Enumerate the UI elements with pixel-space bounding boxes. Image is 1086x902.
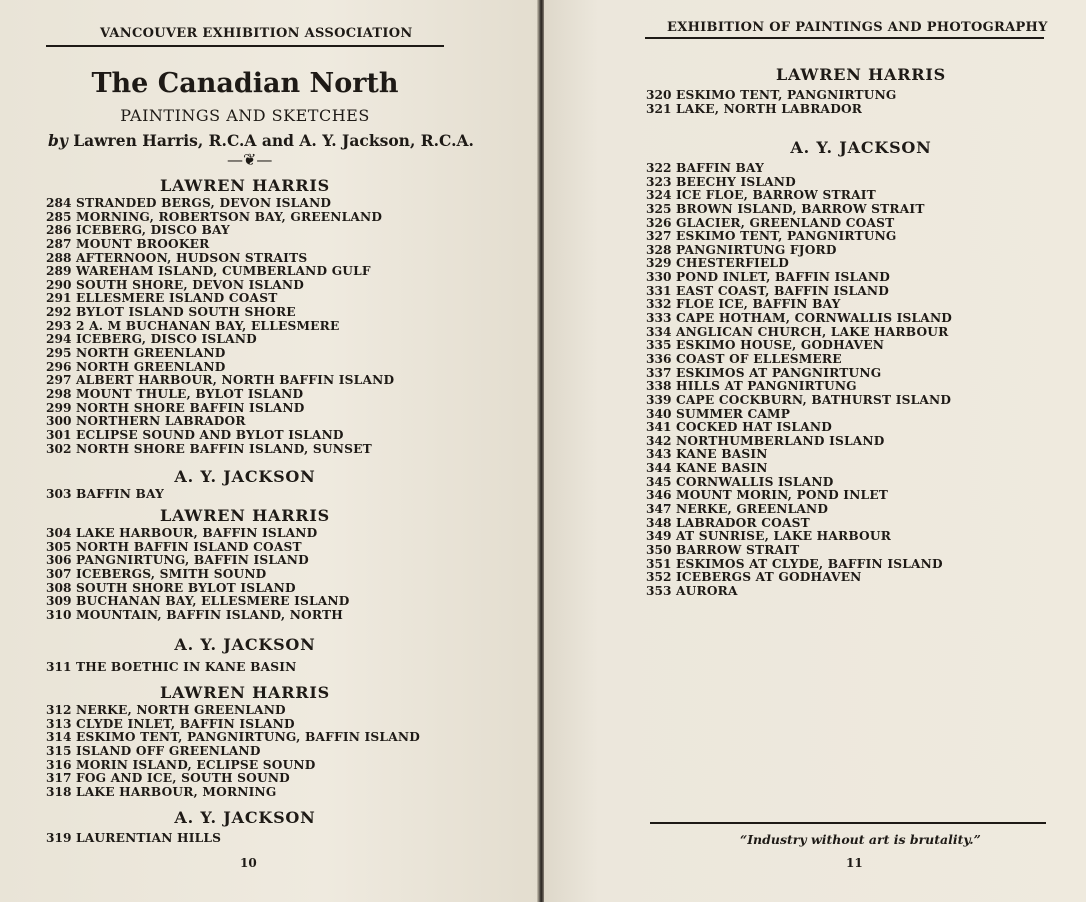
entry-number: 324 — [646, 188, 672, 203]
entry-number: 315 — [46, 743, 72, 758]
entry-number: 347 — [646, 502, 672, 517]
section-harris-1 — [46, 175, 444, 456]
entry-number: 352 — [646, 570, 672, 585]
byline — [48, 131, 474, 150]
catalogue-entry — [46, 292, 444, 306]
entry-number: 333 — [646, 311, 672, 326]
catalogue-entry — [646, 394, 1046, 408]
ornament-divider: —❦— — [227, 150, 273, 169]
footer-rule — [650, 822, 1046, 824]
entry-number: 341 — [646, 420, 672, 435]
entry-title: MOUNT THULE, BYLOT ISLAND — [76, 386, 304, 401]
entry-title: POND INLET, BAFFIN ISLAND — [676, 270, 891, 285]
entry-title: KANE BASIN — [676, 447, 768, 462]
entry-title: NERKE, GREENLAND — [676, 502, 829, 517]
entry-title: ESKIMOS AT CLYDE, BAFFIN ISLAND — [676, 556, 943, 571]
entry-title: 2 A. M BUCHANAN BAY, ELLESMERE — [76, 318, 340, 333]
catalogue-entry — [46, 320, 444, 334]
entry-number: 294 — [46, 332, 72, 347]
entry-title: NORTHUMBERLAND ISLAND — [676, 433, 885, 448]
entry-title: LAURENTIAN HILLS — [76, 831, 222, 845]
entry-number: 307 — [46, 566, 72, 581]
catalogue-entry — [646, 408, 1046, 422]
entry-number: 304 — [46, 526, 72, 540]
entry-number: 349 — [646, 529, 672, 544]
entry-title: MOUNTAIN, BAFFIN ISLAND, NORTH — [76, 607, 343, 622]
section-artist: LAWREN HARRIS — [159, 176, 331, 195]
entry-number: 328 — [646, 242, 672, 257]
catalogue-entry — [46, 361, 444, 375]
entry-number: 310 — [46, 607, 72, 622]
entry-number: 311 — [46, 660, 72, 674]
catalogue-entry — [646, 203, 1046, 217]
entry-number: 326 — [646, 215, 672, 230]
entry-list — [646, 89, 1046, 116]
entry-number: 336 — [646, 351, 672, 366]
entry-number: 292 — [46, 305, 72, 320]
entry-number: 340 — [646, 406, 672, 421]
entry-title: NORTH SHORE BAFFIN ISLAND — [76, 400, 305, 415]
entry-number: 353 — [646, 583, 672, 598]
entry-number: 337 — [646, 365, 672, 380]
entry-list — [46, 527, 444, 622]
catalogue-entry — [46, 595, 444, 609]
catalogue-entry — [46, 306, 444, 320]
entry-title: COAST OF ELLESMERE — [676, 351, 842, 366]
catalogue-entry — [646, 585, 1046, 599]
entry-number: 327 — [646, 229, 672, 244]
catalogue-entry — [646, 257, 1046, 271]
page-number: 11 — [846, 856, 863, 870]
entry-title: MOUNT MORIN, POND INLET — [676, 488, 889, 503]
entry-number: 323 — [646, 174, 672, 189]
catalogue-entry — [646, 435, 1046, 449]
entry-title: ICE FLOE, BARROW STRAIT — [676, 188, 876, 203]
catalogue-entry — [646, 217, 1046, 231]
entry-title: PANGNIRTUNG, BAFFIN ISLAND — [76, 553, 309, 568]
catalogue-entry — [646, 326, 1046, 340]
section-artist: A. Y. JACKSON — [790, 138, 932, 157]
entry-title: EAST COAST, BAFFIN ISLAND — [676, 283, 890, 298]
catalogue-entry — [46, 554, 444, 568]
catalogue-entry — [46, 197, 444, 211]
entry-title: ICEBERGS, SMITH SOUND — [76, 566, 267, 581]
entry-number: 322 — [646, 161, 672, 175]
entry-title: WAREHAM ISLAND, CUMBERLAND GULF — [76, 264, 371, 279]
entry-title: AFTERNOON, HUDSON STRAITS — [76, 250, 308, 265]
entry-title: BROWN ISLAND, BARROW STRAIT — [676, 201, 925, 216]
entry-number: 293 — [46, 318, 72, 333]
entry-title: SOUTH SHORE BYLOT ISLAND — [76, 580, 296, 595]
catalogue-entry — [646, 380, 1046, 394]
section-jackson-2 — [46, 634, 444, 675]
entry-number: 321 — [646, 101, 672, 116]
catalogue-entry — [646, 517, 1046, 531]
entry-title: ESKIMO TENT, PANGNIRTUNG — [676, 88, 897, 102]
catalogue-entry — [46, 443, 444, 457]
catalogue-entry — [46, 224, 444, 238]
entry-number: 332 — [646, 297, 672, 312]
entry-title: LAKE HARBOUR, MORNING — [76, 784, 277, 799]
byline-names: Lawren Harris, R.C.A and A. Y. Jackson, R.C.A. — [73, 131, 474, 150]
entry-title: FLOE ICE, BAFFIN BAY — [676, 297, 841, 312]
entry-number: 291 — [46, 291, 72, 306]
entry-title: NORTHERN LABRADOR — [76, 414, 246, 429]
entry-title: COCKED HAT ISLAND — [676, 420, 832, 435]
entry-number: 348 — [646, 515, 672, 530]
entry-title: NORTH SHORE BAFFIN ISLAND, SUNSET — [76, 441, 372, 456]
catalogue-entry — [646, 571, 1046, 585]
entry-title: SOUTH SHORE, DEVON ISLAND — [76, 277, 305, 292]
section-jackson-1 — [46, 466, 444, 502]
entry-title: ECLIPSE SOUND AND BYLOT ISLAND — [76, 427, 344, 442]
catalogue-entry — [46, 238, 444, 252]
catalogue-entry — [46, 772, 444, 786]
left-page — [0, 0, 540, 902]
entry-number: 314 — [46, 730, 72, 745]
entry-title: ESKIMO TENT, PANGNIRTUNG — [676, 229, 897, 244]
page-subtitle: PAINTINGS AND SKETCHES — [120, 106, 370, 125]
entry-title: STRANDED BERGS, DEVON ISLAND — [76, 196, 332, 210]
catalogue-entry — [646, 462, 1046, 476]
entry-title: FOG AND ICE, SOUTH SOUND — [76, 771, 290, 786]
section-harris-2 — [46, 505, 444, 622]
entry-title: BUCHANAN BAY, ELLESMERE ISLAND — [76, 594, 350, 609]
entry-number: 298 — [46, 386, 72, 401]
entry-number: 287 — [46, 236, 72, 251]
entry-title: ESKIMO TENT, PANGNIRTUNG, BAFFIN ISLAND — [76, 730, 420, 745]
entry-number: 300 — [46, 414, 72, 429]
catalogue-entry — [46, 759, 444, 773]
entry-number: 288 — [46, 250, 72, 265]
entry-title: AT SUNRISE, LAKE HARBOUR — [676, 529, 892, 544]
entry-title: CHESTERFIELD — [676, 256, 789, 271]
entry-number: 317 — [46, 771, 72, 786]
entry-number: 330 — [646, 270, 672, 285]
catalogue-entry — [646, 230, 1046, 244]
entry-number: 338 — [646, 379, 672, 394]
catalogue-entry — [46, 661, 444, 675]
catalogue-entry — [46, 786, 444, 800]
catalogue-entry — [46, 333, 444, 347]
entry-number: 301 — [46, 427, 72, 442]
entry-list — [46, 197, 444, 456]
right-running-head: EXHIBITION OF PAINTINGS AND PHOTOGRAPHY — [667, 20, 1048, 35]
entry-number: 344 — [646, 461, 672, 476]
entry-number: 343 — [646, 447, 672, 462]
entry-number: 350 — [646, 542, 672, 557]
catalogue-entry — [46, 347, 444, 361]
entry-number: 318 — [46, 784, 72, 799]
left-running-head: VANCOUVER EXHIBITION ASSOCIATION — [100, 26, 413, 41]
entry-title: CAPE COCKBURN, BATHURST ISLAND — [676, 392, 952, 407]
catalogue-entry — [46, 718, 444, 732]
section-harris-4 — [646, 64, 1046, 116]
catalogue-entry — [646, 298, 1046, 312]
entry-title: BYLOT ISLAND SOUTH SHORE — [76, 305, 296, 320]
catalogue-entry — [646, 176, 1046, 190]
entry-title: BAFFIN BAY — [676, 161, 764, 175]
entry-title: ANGLICAN CHURCH, LAKE HARBOUR — [676, 324, 949, 339]
catalogue-entry — [646, 189, 1046, 203]
catalogue-entry — [646, 162, 1046, 176]
entry-title: ALBERT HARBOUR, NORTH BAFFIN ISLAND — [76, 373, 395, 388]
catalogue-entry — [46, 704, 444, 718]
catalogue-entry — [646, 285, 1046, 299]
entry-title: MORIN ISLAND, ECLIPSE SOUND — [76, 757, 316, 772]
entry-number: 295 — [46, 346, 72, 361]
entry-title: NORTH GREENLAND — [76, 346, 226, 361]
entry-number: 306 — [46, 553, 72, 568]
entry-title: ESKIMO HOUSE, GODHAVEN — [676, 338, 885, 353]
entry-title: LAKE HARBOUR, BAFFIN ISLAND — [76, 526, 318, 540]
entry-title: HILLS AT PANGNIRTUNG — [676, 379, 857, 394]
entry-title: SUMMER CAMP — [676, 406, 791, 421]
entry-number: 296 — [46, 359, 72, 374]
catalogue-entry — [46, 211, 444, 225]
catalogue-entry — [646, 367, 1046, 381]
catalogue-entry — [646, 271, 1046, 285]
section-artist: LAWREN HARRIS — [159, 683, 331, 702]
entry-number: 309 — [46, 594, 72, 609]
section-artist: A. Y. JACKSON — [174, 808, 316, 827]
catalogue-entry — [646, 244, 1046, 258]
catalogue-entry — [646, 530, 1046, 544]
entry-number: 320 — [646, 88, 672, 102]
catalogue-entry — [46, 388, 444, 402]
right-header-rule — [645, 37, 1044, 39]
entry-title: LABRADOR COAST — [676, 515, 810, 530]
entry-number: 290 — [46, 277, 72, 292]
catalogue-entry — [46, 488, 444, 502]
entry-number: 342 — [646, 433, 672, 448]
catalogue-entry — [646, 476, 1046, 490]
section-artist: LAWREN HARRIS — [775, 65, 947, 84]
entry-title: BEECHY ISLAND — [676, 174, 796, 189]
section-artist: LAWREN HARRIS — [159, 506, 331, 525]
catalogue-entry — [646, 89, 1046, 103]
catalogue-entry — [46, 527, 444, 541]
entry-title: LAKE, NORTH LABRADOR — [676, 101, 863, 116]
catalogue-entry — [46, 745, 444, 759]
entry-title: GLACIER, GREENLAND COAST — [676, 215, 895, 230]
catalogue-entry — [646, 558, 1046, 572]
catalogue-entry — [46, 279, 444, 293]
entry-number: 334 — [646, 324, 672, 339]
catalogue-entry — [46, 415, 444, 429]
catalogue-entry — [46, 541, 444, 555]
entry-number: 302 — [46, 441, 72, 456]
catalogue-entry — [46, 374, 444, 388]
entry-title: NORTH BAFFIN ISLAND COAST — [76, 539, 302, 554]
catalogue-entry — [646, 312, 1046, 326]
entry-title: MOUNT BROOKER — [76, 236, 210, 251]
catalogue-entry — [646, 544, 1046, 558]
entry-number: 305 — [46, 539, 72, 554]
entry-title: ICEBERG, DISCO ISLAND — [76, 332, 257, 347]
entry-number: 285 — [46, 209, 72, 224]
entry-title: NORTH GREENLAND — [76, 359, 226, 374]
entry-title: ICEBERG, DISCO BAY — [76, 223, 230, 238]
entry-title: BARROW STRAIT — [676, 542, 800, 557]
entry-number: 335 — [646, 338, 672, 353]
entry-number: 303 — [46, 487, 72, 501]
catalogue-entry — [46, 609, 444, 623]
entry-number: 329 — [646, 256, 672, 271]
entry-title: KANE BASIN — [676, 461, 768, 476]
byline-by: by — [48, 131, 68, 150]
catalogue-entry — [646, 421, 1046, 435]
section-artist: A. Y. JACKSON — [174, 467, 316, 486]
entry-number: 308 — [46, 580, 72, 595]
catalogue-entry — [646, 489, 1046, 503]
entry-title: ISLAND OFF GREENLAND — [76, 743, 261, 758]
entry-list — [46, 704, 444, 799]
entry-number: 316 — [46, 757, 72, 772]
catalogue-entry — [46, 265, 444, 279]
entry-number: 284 — [46, 196, 72, 210]
entry-title: CORNWALLIS ISLAND — [676, 474, 834, 489]
entry-number: 286 — [46, 223, 72, 238]
footer-quote: “Industry without art is brutality.” — [740, 832, 981, 847]
catalogue-entry — [646, 503, 1046, 517]
entry-number: 331 — [646, 283, 672, 298]
catalogue-entry — [46, 252, 444, 266]
entry-list — [46, 832, 444, 846]
entry-title: PANGNIRTUNG FJORD — [676, 242, 837, 257]
entry-list — [646, 162, 1046, 599]
catalogue-entry — [46, 429, 444, 443]
catalogue-entry — [46, 402, 444, 416]
entry-number: 345 — [646, 474, 672, 489]
entry-number: 313 — [46, 716, 72, 731]
section-jackson-4 — [646, 137, 1046, 599]
entry-title: CLYDE INLET, BAFFIN ISLAND — [76, 716, 295, 731]
entry-title: MORNING, ROBERTSON BAY, GREENLAND — [76, 209, 383, 224]
entry-number: 351 — [646, 556, 672, 571]
catalogue-entry — [46, 568, 444, 582]
catalogue-entry — [46, 832, 444, 846]
entry-list — [46, 661, 444, 675]
entry-number: 319 — [46, 831, 72, 845]
entry-list — [46, 488, 444, 502]
page-number: 10 — [240, 856, 257, 870]
entry-number: 297 — [46, 373, 72, 388]
entry-number: 325 — [646, 201, 672, 216]
entry-number: 299 — [46, 400, 72, 415]
entry-number: 312 — [46, 703, 72, 717]
entry-title: NERKE, NORTH GREENLAND — [76, 703, 286, 717]
catalogue-entry — [646, 339, 1046, 353]
right-page — [544, 0, 1086, 902]
entry-title: CAPE HOTHAM, CORNWALLIS ISLAND — [676, 311, 953, 326]
catalogue-entry — [46, 731, 444, 745]
catalogue-entry — [646, 448, 1046, 462]
section-harris-3 — [46, 682, 444, 799]
page-title: The Canadian North — [91, 68, 399, 99]
catalogue-entry — [646, 353, 1046, 367]
entry-number: 289 — [46, 264, 72, 279]
catalogue-entry — [646, 103, 1046, 117]
entry-number: 339 — [646, 392, 672, 407]
catalogue-entry — [46, 582, 444, 596]
section-artist: A. Y. JACKSON — [174, 635, 316, 654]
left-header-rule — [46, 45, 444, 47]
section-jackson-3 — [46, 807, 444, 846]
entry-title: ELLESMERE ISLAND COAST — [76, 291, 278, 306]
entry-number: 346 — [646, 488, 672, 503]
entry-title: BAFFIN BAY — [76, 487, 164, 501]
entry-title: THE BOETHIC IN KANE BASIN — [76, 660, 297, 674]
entry-title: ICEBERGS AT GODHAVEN — [676, 570, 862, 585]
entry-title: AURORA — [676, 583, 738, 598]
entry-title: ESKIMOS AT PANGNIRTUNG — [676, 365, 882, 380]
